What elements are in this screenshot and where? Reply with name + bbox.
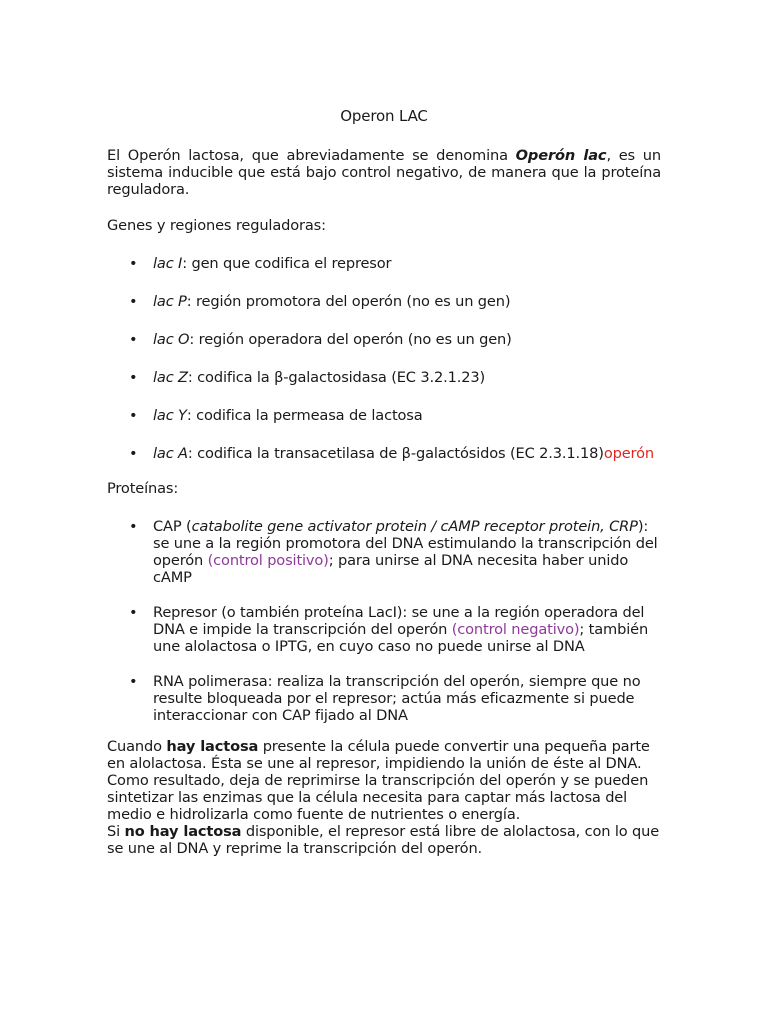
bullet-icon: • — [129, 255, 138, 272]
gene-name: lac O — [153, 331, 190, 348]
document-page — [107, 108, 661, 857]
list-item-cap: • CAP (catabolite gene activator protein / cAMP receptor protein, CRP): se une a la región promotora del DNA estimulando la transcripción del operón (control positivo); para unirse al DNA necesita haber unido cAMP — [129, 518, 658, 586]
conclusion-block — [107, 738, 661, 857]
proteins-heading: Proteínas: — [107, 480, 179, 497]
page-title: Operon LAC — [340, 107, 428, 125]
gene-name: lac I — [153, 255, 183, 272]
list-item: • lac Z: codifica la β-galactosidasa (EC 3.2.1.23) — [129, 369, 486, 386]
bullet-icon: • — [129, 293, 138, 310]
list-item: • lac A: codifica la transacetilasa de β-galactósidos (EC 2.3.1.18)operón — [129, 445, 654, 462]
list-item-represor: • Represor (o también proteína LacI): se une a la región operadora del DNA e impide la transcripción del operón (control negativo); también une alolactosa o IPTG, en cuyo caso no puede unirse al DNA — [129, 604, 649, 655]
operon-lac-term: Operón lac — [515, 147, 607, 164]
control-negativo-text: (control negativo) — [451, 621, 580, 638]
bullet-icon: • — [129, 604, 138, 621]
conclusion-paragraph-2: Si no hay lactosa disponible, el represor está libre de alolactosa, con lo que se une al DNA y reprime la transcripción del operón. — [107, 823, 660, 857]
bullet-icon: • — [129, 445, 138, 462]
genes-heading: Genes y regiones reguladoras: — [107, 217, 326, 234]
bullet-icon: • — [129, 673, 138, 690]
list-item: • lac Y: codifica la permeasa de lactosa — [129, 407, 423, 424]
bullet-icon: • — [129, 369, 138, 386]
bullet-icon: • — [129, 407, 138, 424]
list-item: • lac P: región promotora del operón (no es un gen) — [129, 293, 511, 310]
gene-name: lac P — [153, 293, 187, 310]
intro-paragraph: El Operón lactosa, que abreviadamente se denomina Operón lac, es un sistema inducible que está bajo control negativo, de manera que la proteína reguladora. — [107, 147, 662, 198]
list-item: • lac I: gen que codifica el represor — [129, 255, 392, 272]
operon-red-text: operón — [603, 445, 654, 462]
gene-name: lac Z — [153, 369, 188, 386]
gene-name: lac A — [153, 445, 188, 462]
proteins-list — [107, 518, 661, 724]
control-positivo-text: (control positivo) — [207, 552, 329, 569]
gene-name: lac Y — [153, 407, 187, 424]
list-item: • lac O: región operadora del operón (no es un gen) — [129, 331, 512, 348]
conclusion-paragraph-1: Cuando hay lactosa presente la célula puede convertir una pequeña parte en alolactosa. Ésta se une al represor, impidiendo la unión de éste al DNA. Como resultado, deja de reprimirse la transcripción del operón y se pueden sintetizar las enzimas que la célula necesita para captar más lactosa del medio e hidrolizarla como fuente de nutrientes o energía. — [107, 738, 650, 823]
bullet-icon: • — [129, 331, 138, 348]
bullet-icon: • — [129, 518, 138, 535]
genes-list — [107, 255, 661, 462]
list-item-rna-polimerasa: • RNA polimerasa: realiza la transcripción del operón, siempre que no resulte bloqueada por el represor; actúa más eficazmente si puede interaccionar con CAP fijado al DNA — [129, 673, 641, 724]
